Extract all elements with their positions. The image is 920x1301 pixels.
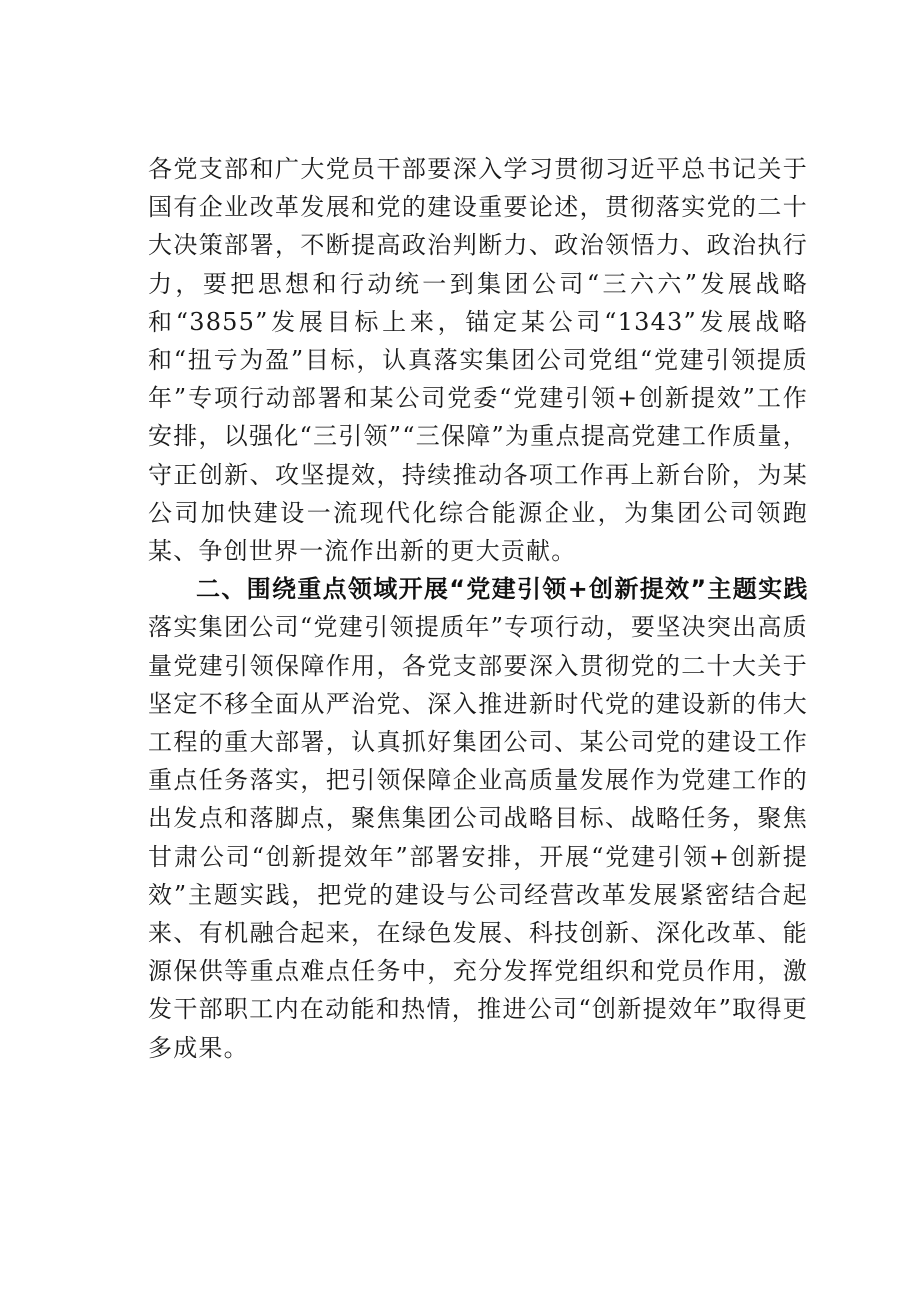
paragraph-1: 各党支部和广大党员干部要深入学习贯彻习近平总书记关于国有企业改革发展和党的建设重要论述，贯彻落实党的二十大决策部署，不断提高政治判断力、政治领悟力、政治执行力，要把思想和行动统一到集团公司“三六六”发展战略和“3855”发展目标上来，锚定某公司“1343”发展战略和“扭亏为盈”目标，认真落实集团公司党组“党建引领提质年”专项行动部署和某公司党委“党建引领+创新提效”工作安排，以强化“三引领”“三保障”为重点提高党建工作质量，守正创新、攻坚提效，持续推动各项工作再上新台阶，为某公司加快建设一流现代化综合能源企业，为集团公司领跑某、争创世界一流作出新的更大贡献。 <box>148 155 808 566</box>
section-2-body: 落实集团公司“党建引领提质年”专项行动，要坚决突出高质量党建引领保障作用，各党支部要深入贯彻党的二十大关于坚定不移全面从严治党、深入推进新时代党的建设新的伟大工程的重大部署，认真抓好集团公司、某公司党的建设工作重点任务落实，把引领保障企业高质量发展作为党建工作的出发点和落脚点，聚焦集团公司战略目标、战略任务，聚焦甘肃公司“创新提效年”部署安排，开展“党建引领+创新提效”主题实践，把党的建设与公司经营改革发展紧密结合起来、有机融合起来，在绿色发展、科技创新、深化改革、能源保供等重点难点任务中，充分发挥党组织和党员作用，激发干部职工内在动能和热情，推进公司“创新提效年”取得更多成果。 <box>148 613 808 1062</box>
section-2-paragraph <box>148 570 808 1067</box>
section-2-heading: 二、围绕重点领域开展“党建引领+创新提效”主题实践 <box>196 575 808 604</box>
document-body <box>148 150 808 1067</box>
